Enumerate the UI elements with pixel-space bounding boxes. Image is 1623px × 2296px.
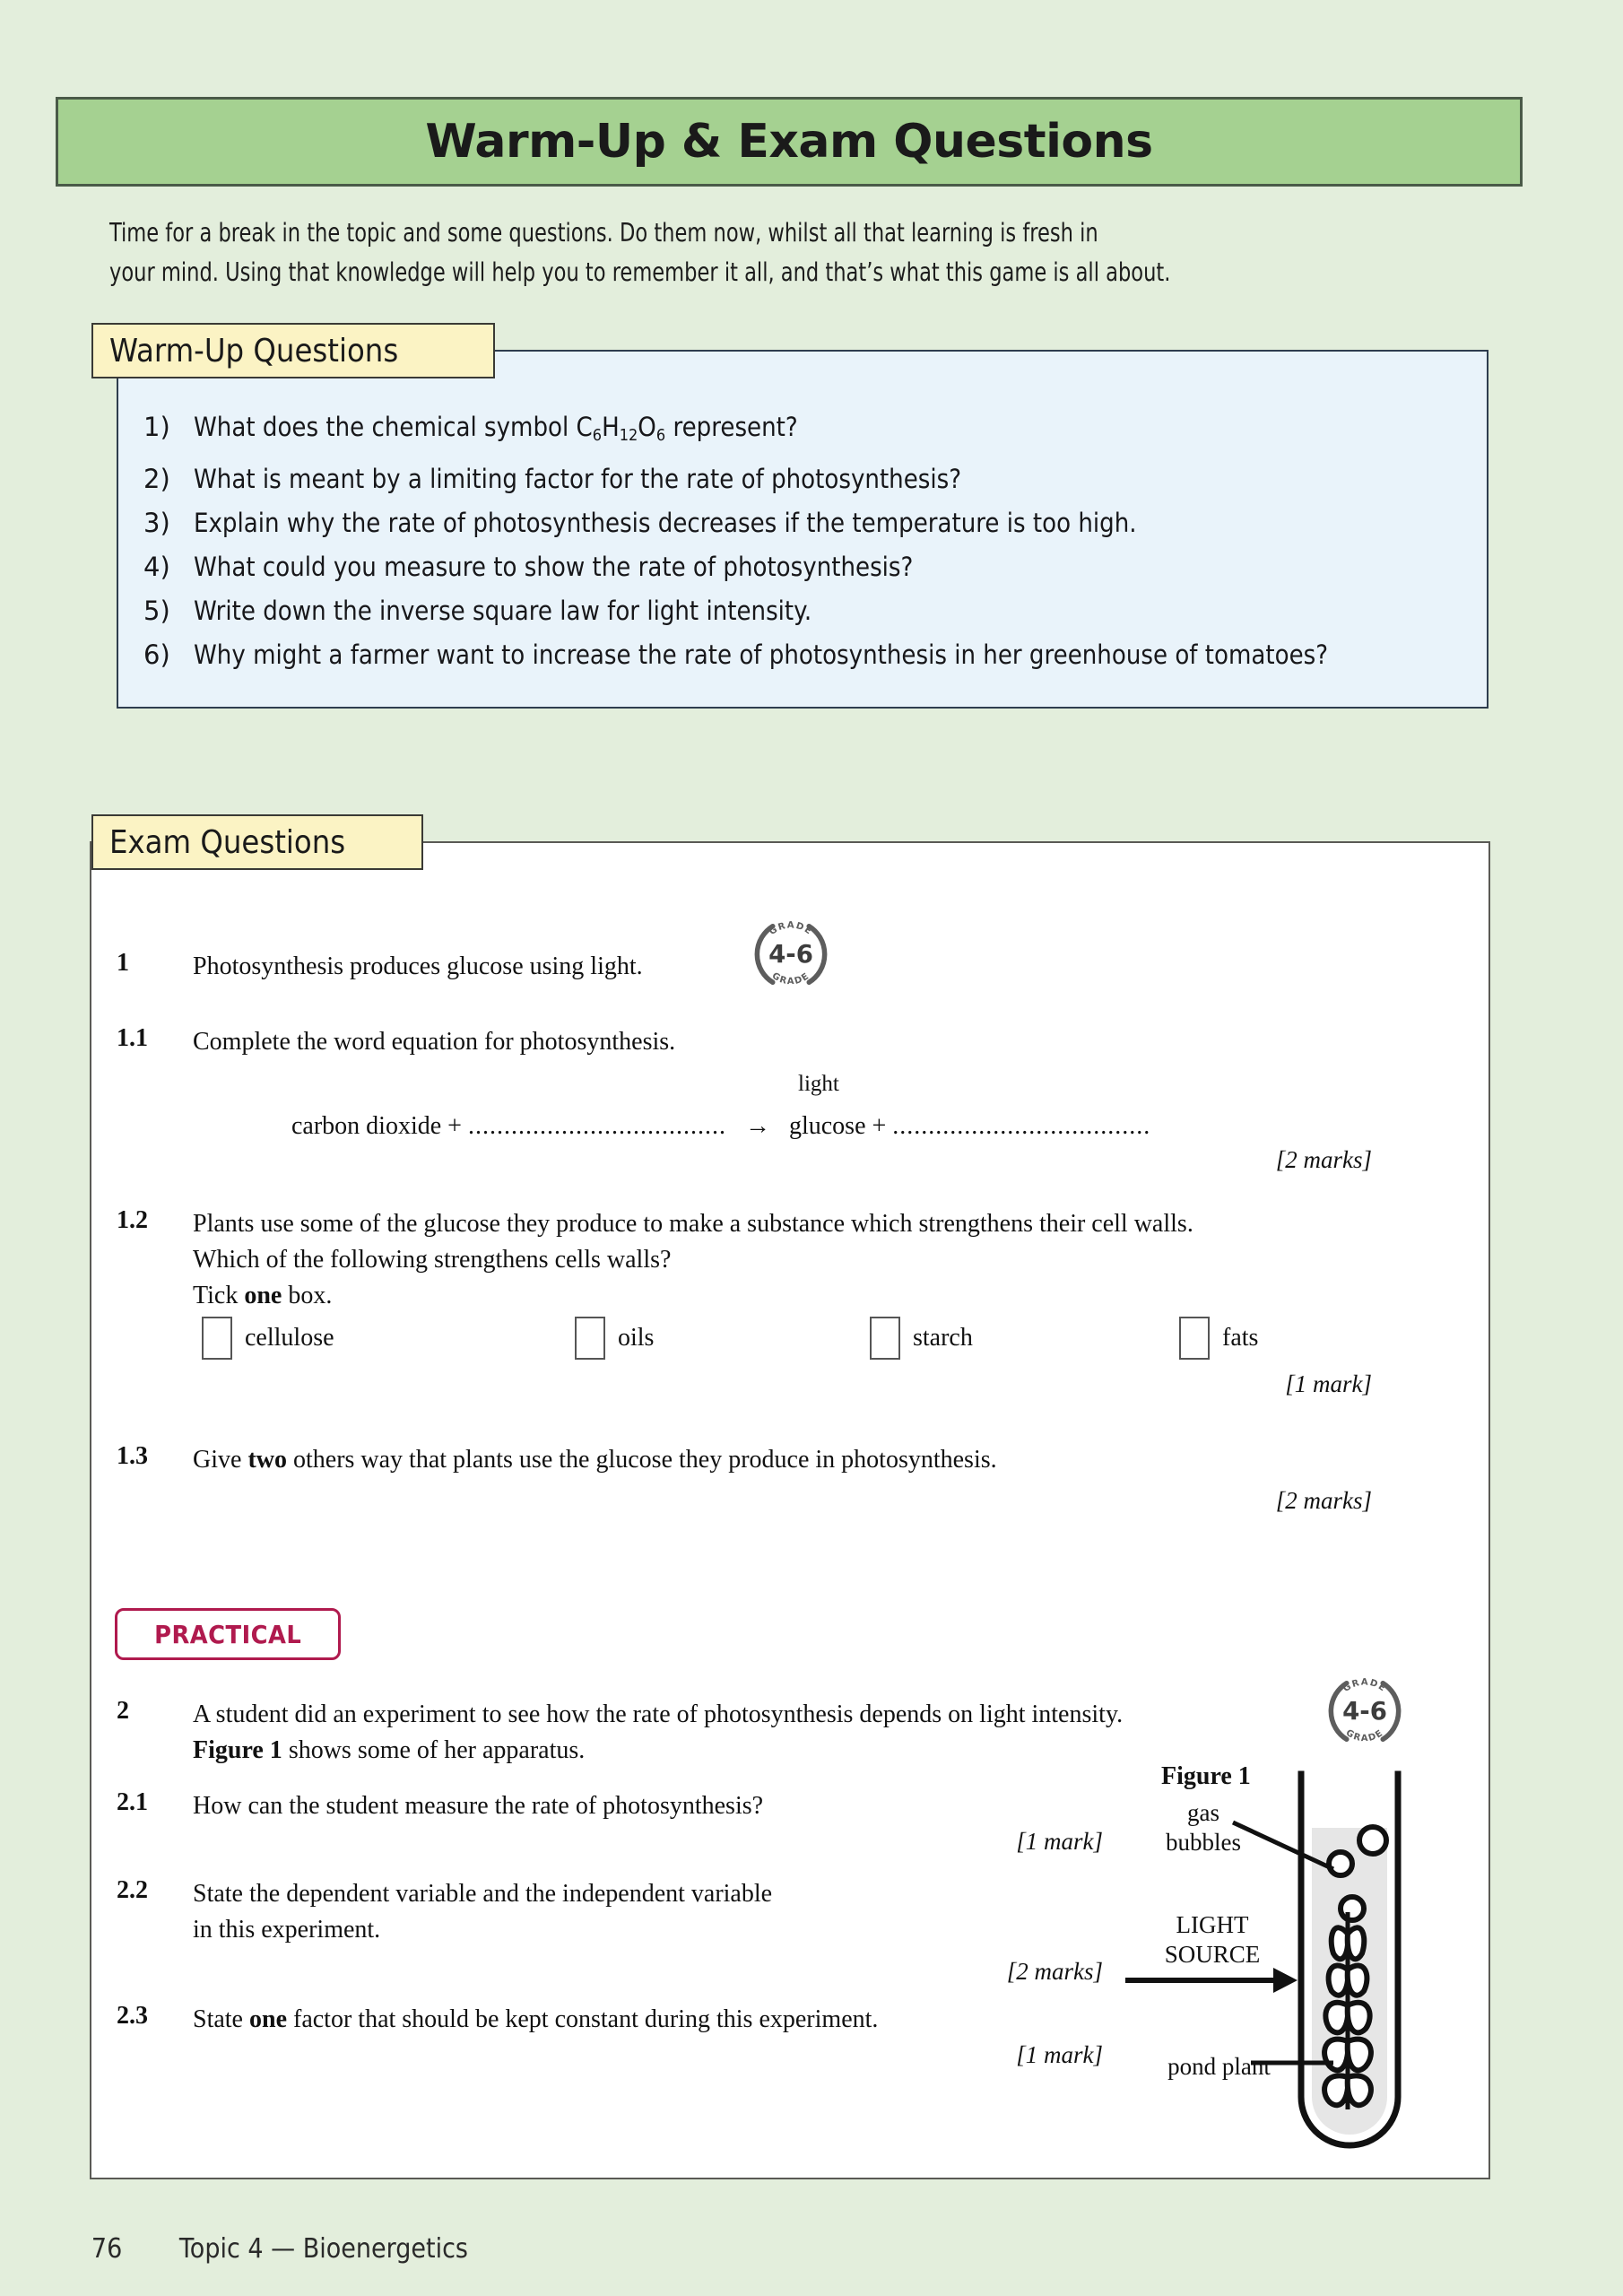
gas-bubble-icon — [1329, 1852, 1352, 1875]
tick-option-label: cellulose — [245, 1324, 334, 1352]
tick-option-cellulose[interactable] — [202, 1317, 334, 1360]
tick-option-starch[interactable] — [870, 1317, 973, 1360]
marks-1-1: [2 marks] — [1275, 1146, 1372, 1173]
equation-arrow-icon: → — [744, 1112, 770, 1140]
word-equation — [291, 1112, 1150, 1141]
marks-1-2: [1 mark] — [1285, 1370, 1372, 1397]
warmup-item-label: What is meant by a limiting factor for the rate of photosynthesis? — [194, 464, 962, 495]
warmup-item-number: 1) — [143, 412, 170, 442]
question-2-3-number: 2.3 — [117, 2002, 148, 2030]
checkbox-cellulose[interactable] — [202, 1317, 232, 1360]
tick-option-label: starch — [913, 1324, 973, 1352]
warmup-item-number: 3) — [143, 508, 170, 539]
question-2-stem-line-2: Figure 1 shows some of her apparatus. — [193, 1736, 586, 1764]
marks-1-3: [2 marks] — [1275, 1487, 1372, 1514]
svg-text:GRADE: GRADE — [1343, 1727, 1386, 1744]
equation-middle: glucose + — [788, 1112, 887, 1140]
marks-2-3: [1 mark] — [1016, 2041, 1103, 2068]
question-1-2-text — [193, 1206, 1341, 1314]
equation-blank-2[interactable]: .................................... — [892, 1112, 1151, 1140]
grade-badge-4-6 — [750, 913, 832, 996]
tick-option-fats[interactable] — [1179, 1317, 1258, 1360]
page-title-banner — [56, 97, 1523, 187]
svg-text:GRADE: GRADE — [769, 970, 812, 987]
question-1-2-line-2: Which of the following strengthens cells walls? — [193, 1246, 672, 1274]
warmup-item-number: 2) — [143, 464, 170, 495]
warmup-tab-label: Warm-Up Questions — [109, 332, 399, 370]
equation-condition-light: light — [798, 1072, 839, 1096]
figure-label-pond-plant: pond plant — [1167, 2053, 1271, 2080]
question-2-1-number: 2.1 — [117, 1788, 148, 1816]
warmup-item-number: 5) — [143, 596, 170, 627]
intro-line-1: Time for a break in the topic and some questions. Do them now, whilst all that learning is fresh in — [109, 218, 1098, 248]
list-item — [143, 405, 1488, 457]
exam-questions-tab — [91, 814, 423, 870]
figure-label-gas-bubbles: gas bubbles — [1166, 1799, 1241, 1856]
question-1-number: 1 — [117, 949, 129, 977]
tick-box-row — [202, 1317, 1367, 1367]
question-2-number: 2 — [117, 1697, 129, 1725]
figure-label-light-source: LIGHT SOURCE — [1164, 1911, 1261, 1968]
question-1-3-number: 1.3 — [117, 1442, 148, 1470]
warmup-item-label: What does the chemical symbol $C_6H_{12}O_6$ represent? — [194, 412, 798, 446]
warmup-item-number: 4) — [143, 552, 170, 583]
grade-badge-value: 4-6 — [768, 939, 813, 970]
svg-text:GRADE: GRADE — [1341, 1677, 1388, 1695]
question-1-1-number: 1.1 — [117, 1024, 148, 1052]
tick-option-oils[interactable] — [575, 1317, 654, 1360]
figure-1-title: Figure 1 — [1161, 1762, 1251, 1790]
checkbox-oils[interactable] — [575, 1317, 605, 1360]
question-2-1-text: How can the student measure the rate of photosynthesis? — [193, 1792, 764, 1820]
marks-2-1: [1 mark] — [1016, 1828, 1103, 1855]
question-1-2-line-3: Tick one box. — [193, 1282, 333, 1309]
figure-1-apparatus-diagram — [1125, 1758, 1484, 2152]
list-item — [143, 633, 1488, 677]
practical-badge-label: PRACTICAL — [153, 1619, 302, 1649]
pond-plant-leaves-icon — [1324, 1927, 1371, 2105]
list-item — [143, 457, 1488, 501]
question-2-2-number: 2.2 — [117, 1876, 148, 1904]
warmup-item-label: Explain why the rate of photosynthesis decreases if the temperature is too high. — [194, 508, 1137, 539]
tick-option-label: oils — [618, 1324, 655, 1352]
gas-bubble-icon — [1341, 1897, 1364, 1920]
question-1-3-text: Give two others way that plants use the glucose they produce in photosynthesis. — [193, 1446, 997, 1474]
svg-text:GRADE: GRADE — [768, 920, 814, 938]
question-1-1-text: Complete the word equation for photosynthesis. — [193, 1028, 676, 1056]
marks-2-2: [2 marks] — [1006, 1958, 1103, 1985]
equation-blank-1[interactable]: .................................... — [467, 1112, 726, 1140]
footer-topic: Topic 4 — Bioenergetics — [179, 2233, 469, 2265]
warmup-item-label: What could you measure to show the rate of photosynthesis? — [194, 552, 914, 583]
checkbox-starch[interactable] — [870, 1317, 900, 1360]
intro-paragraph — [109, 213, 1341, 292]
page-title: Warm-Up & Exam Questions — [425, 115, 1153, 169]
warmup-item-number: 6) — [143, 639, 170, 671]
warmup-item-label: Why might a farmer want to increase the rate of photosynthesis in her greenhouse of tomatoes? — [194, 639, 1329, 671]
question-2-3-text: State one factor that should be kept constant during this experiment. — [193, 2005, 879, 2033]
question-1-2-line-1: Plants use some of the glucose they produce to make a substance which strengthens their cell walls. — [193, 1210, 1193, 1238]
grade-badge-4-6 — [1324, 1670, 1406, 1752]
list-item — [143, 589, 1488, 633]
intro-line-2: your mind. Using that knowledge will help you to remember it all, and that’s what this game is all about. — [109, 257, 1171, 287]
page-number: 76 — [91, 2233, 123, 2265]
list-item — [143, 501, 1488, 545]
question-1-stem: Photosynthesis produces glucose using light. — [193, 952, 643, 980]
warmup-questions-tab — [91, 323, 495, 378]
exam-tab-label: Exam Questions — [109, 823, 346, 861]
question-1-2-number: 1.2 — [117, 1206, 148, 1234]
question-2-stem-line-1: A student did an experiment to see how the rate of photosynthesis depends on light intensity. — [193, 1700, 1124, 1728]
practical-badge — [115, 1608, 341, 1660]
page-footer — [90, 2233, 484, 2265]
equation-left: carbon dioxide + — [291, 1112, 462, 1140]
warmup-question-list — [143, 405, 1488, 677]
grade-badge-value: 4-6 — [1342, 1696, 1387, 1726]
list-item — [143, 545, 1488, 589]
light-source-arrowhead-icon — [1273, 1968, 1298, 1993]
question-2-2-line-1: State the dependent variable and the independent variable — [193, 1880, 773, 1908]
gas-bubble-icon — [1359, 1827, 1386, 1854]
tick-option-label: fats — [1222, 1324, 1259, 1352]
checkbox-fats[interactable] — [1179, 1317, 1210, 1360]
question-2-2-line-2: in this experiment. — [193, 1916, 381, 1944]
question-2-2-text — [193, 1876, 1000, 1948]
warmup-item-label: Write down the inverse square law for light intensity. — [194, 596, 812, 627]
